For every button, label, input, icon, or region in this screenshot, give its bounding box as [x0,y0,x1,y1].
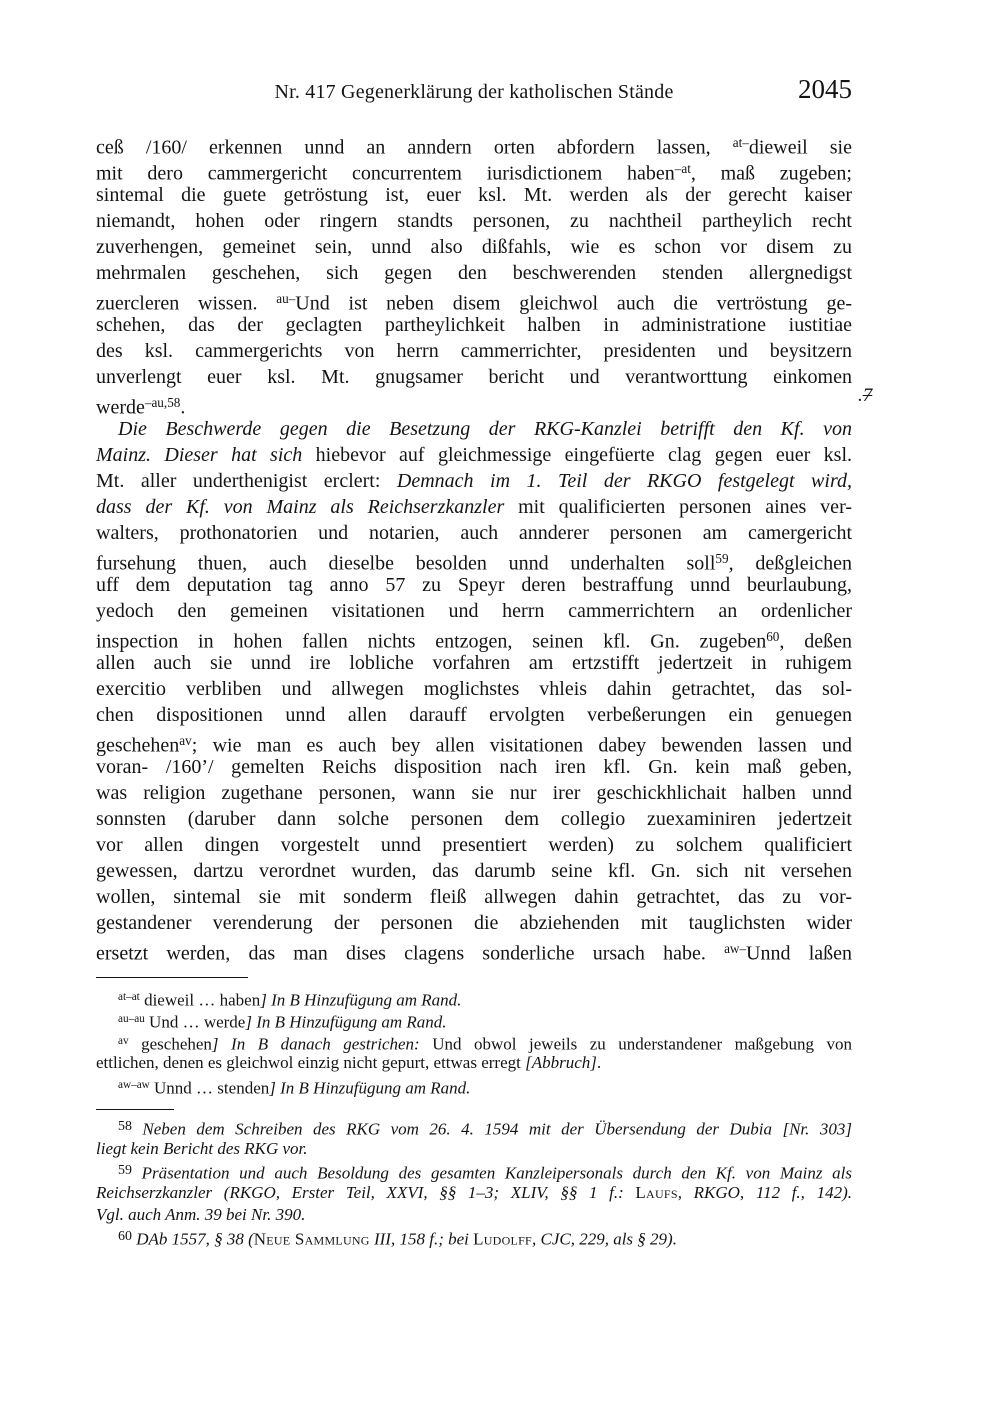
text-segment: werde [96,396,145,419]
text-segment: Und … werde [144,1012,246,1032]
text-segment: . [596,1053,602,1072]
main-text-block [96,130,853,965]
text-line [96,754,852,780]
running-header: Nr. 417 Gegenerklärung der katholischen Stände [274,81,674,103]
text-segment: chen dispositionen unnd allen darauff ervolgten verbeßerungen ein genuegen [96,704,852,726]
text-segment: [Abbruch] [525,1053,597,1072]
text-line [96,780,852,806]
page-number: 2045 [798,74,852,104]
text-segment: geschehen [96,734,180,757]
text-segment: III, 158 f.; bei [369,1229,474,1249]
text-segment: liegt kein Bericht des RKG vor. [96,1139,308,1158]
text-segment: yedoch den gemeinen visitationen und herrn cammerrichtern an ordenlicher [96,600,852,622]
text-line [96,1052,852,1074]
superscript-mark: at–at [118,991,140,1003]
text-segment: hiebevor auf gleichmessige eingefüerte clag gegen euer ksl. [315,444,852,466]
text-segment: , maß zugeben; [690,162,852,185]
superscript-mark: 58 [118,1119,132,1134]
text-line [96,286,852,315]
text-line [96,208,852,234]
text-segment: unverlengt euer ksl. Mt. gnugsamer bericht und verantworttung einkomen [96,366,852,388]
text-segment: wollen, sintemal sie mit sonderm fleiß allwegen dahin getrachtet, das zu vor- [96,886,852,908]
superscript-mark: 59 [118,1163,132,1178]
text-line [96,1182,852,1204]
text-segment: Vgl. auch Anm. 39 bei Nr. 390. [96,1205,306,1224]
text-segment: DAb 1557, § 38 ( [131,1229,254,1249]
text-segment: sonnsten (daruber dann solche personen dem collegio zuexaminiren jedertzeit [96,808,852,830]
text-line [96,1160,852,1182]
superscript-mark: av [179,733,192,748]
text-segment: mehrmalen geschehen, sich gegen den beschwerenden stenden allergnedigst [96,262,852,284]
text-line [96,806,852,832]
text-segment: ; wie man es auch bey allen visitationen dabey bewenden lassen und [191,734,852,757]
text-segment: fursehung thuen, auch dieselbe besolden unnd underhalten soll [96,552,716,575]
text-line [96,468,852,494]
text-segment: ] In B danach gestrichen: [211,1034,433,1054]
text-segment: Und ist neben disem gleichwol auch die vertröstung ge- [295,292,852,315]
margin-note-dot: . [858,385,863,406]
text-segment: Neben dem Schreiben des RKG vom 26. 4. 1594 mit der Übersendung der Dubia [Nr. 303] [131,1119,852,1139]
text-segment: voran- /160’/ gemelten Reichs disposition nach iren kfl. Gn. kein maß geben, [96,756,852,778]
text-segment: Die Beschwerde gegen die Besetzung der RKG-Kanzlei betrifft den Kf. von [118,418,852,440]
text-line [96,182,852,208]
superscript-mark: av [118,1035,129,1047]
text-segment: , deßen [779,630,852,653]
text-segment: Präsentation und auch Besoldung des gesamten Kanzleipersonals durch den Kf. von Mainz als [131,1163,852,1183]
text-line [96,234,852,260]
text-segment: mit qualificierten personen aines ver- [518,496,852,518]
critical-apparatus-block [96,986,852,1096]
text-segment: dieweil sie [748,136,852,159]
text-line [96,390,852,419]
superscript-mark: 59 [715,551,729,566]
superscript-mark: aw– [724,941,747,956]
text-line [96,494,852,520]
text-segment: ] In B Hinzufügung am Rand. [269,1078,471,1098]
text-line [96,130,852,159]
text-segment: ettlichen, denen es gleichwol einzig nicht gepurt, ettwas erregt [96,1053,526,1072]
text-line [96,884,852,910]
text-segment: gewessen, dartzu verordnet wurden, das darumb seine kfl. Gn. sich nit versehen [96,860,852,882]
text-segment: uff dem deputation tag anno 57 zu Speyr deren bestraffung unnd beurlaubung, [96,574,852,596]
text-segment: ersetzt werden, das man dises clagens sonderliche ursach habe. [96,942,725,965]
text-segment: . [180,396,186,419]
margin-note [858,383,872,409]
superscript-mark: 60 [118,1229,132,1244]
text-line [96,1030,852,1052]
superscript-mark: –at [674,161,691,176]
text-line [96,624,852,653]
text-line [96,312,852,338]
superscript-mark: 60 [766,629,780,644]
text-segment: des ksl. cammergerichts von herrn cammerrichter, presidenten und beysitzern [96,340,852,362]
margin-note-numeral: 7 [862,385,873,406]
text-segment: walters, prothonatorien und notarien, auch annderer personen am camergericht [96,522,852,544]
apparatus-separator-rule [96,977,248,978]
text-line [96,364,852,390]
text-line [96,832,852,858]
text-line [96,1008,852,1030]
text-line [96,986,852,1008]
text-segment: niemandt, hohen oder ringern standts personen, zu nachtheil partheylich recht [96,210,852,232]
text-segment: Mt. aller underthenigist erclert: [96,470,397,492]
text-line [96,936,853,965]
text-segment: Reichserzkanzler (RKGO, Erster Teil, XXVI, §§ 1–3; XLIV, §§ 1 f.: [96,1183,636,1202]
superscript-mark: –au,58 [144,395,181,410]
text-line [96,1204,852,1226]
text-segment: , RKGO, 112 f., 142). [677,1183,852,1202]
footnote-block [96,1116,852,1248]
text-line [96,260,852,286]
text-segment: , deßgleichen [728,552,852,575]
text-segment: Unnd … stenden [149,1078,270,1098]
text-line [96,650,852,676]
text-line [96,1138,852,1160]
text-segment: Ludolff [473,1229,532,1249]
text-segment: exercitio verbliben und allwegen moglichstes vhleis dahin getrachtet, das sol- [96,678,852,700]
superscript-mark: at– [732,135,749,150]
text-segment: dass der Kf. von Mainz als Reichserzkanzler [96,496,519,518]
text-segment: geschehen [128,1034,212,1054]
text-line [96,910,852,936]
text-line [96,546,852,575]
superscript-mark: au–au [118,1013,145,1025]
text-line [96,1074,852,1096]
text-line [96,598,852,624]
text-line [96,728,852,757]
text-segment: mit dero cammergericht concurrentem iurisdictionem haben [96,162,675,185]
text-line [96,858,852,884]
text-segment: sintemal die guete getröstung ist, euer ksl. Mt. werden als der gerecht kaiser [96,184,852,206]
text-segment: Und obwol jeweils zu understandener maßgebung von [432,1034,852,1054]
text-line [96,520,852,546]
text-segment: allen auch sie unnd ire lobliche vorfahren am ertzstifft jedertzeit in ruhigem [96,652,852,674]
text-segment: Laufs [635,1183,678,1202]
text-segment: inspection in hohen fallen nichts entzogen, seinen kfl. Gn. zugeben [96,630,767,653]
page-header-row [96,76,852,108]
text-line [96,442,852,468]
text-line [96,702,852,728]
text-line [96,676,852,702]
text-segment: schehen, das der geclagten partheylichkeit halben in administratione iustitiae [96,314,852,336]
text-segment: zuercleren wissen. [96,292,277,315]
text-segment: gestandener verenderung der personen die abziehenden mit tauglichsten wider [96,912,852,934]
text-segment: , CJC, 229, als § 29). [531,1229,677,1249]
text-segment: Mainz. Dieser hat sich [96,444,316,466]
text-segment: ceß /160/ erkennen unnd an anndern orten abfordern lassen, [96,136,733,159]
text-segment: Unnd laßen [746,942,853,965]
text-segment: was religion zugethane personen, wann sie nur irer geschickhlichait halben unnd [96,782,852,804]
text-segment: Neue Sammlung [253,1229,370,1249]
text-segment: ] In B Hinzufügung am Rand. [245,1012,447,1032]
text-segment: zuverhengen, gemeinet sein, unnd also dißfahls, wie es schon vor disem zu [96,236,852,258]
superscript-mark: aw–aw [118,1079,150,1091]
text-line [96,572,852,598]
text-line [96,416,852,442]
text-segment: ] In B Hinzufügung am Rand. [260,990,462,1010]
footnote-separator-rule [96,1109,174,1110]
text-segment: vor allen dingen vorgestelt unnd presentiert werden) zu solchem qualificiert [96,834,852,856]
text-line [96,338,852,364]
text-line [96,156,852,185]
text-line [96,1116,852,1138]
text-segment: Demnach im 1. Teil der RKGO festgelegt wird, [396,470,852,492]
superscript-mark: au– [276,291,296,306]
text-segment: dieweil … haben [139,990,261,1010]
text-line [96,1226,852,1248]
